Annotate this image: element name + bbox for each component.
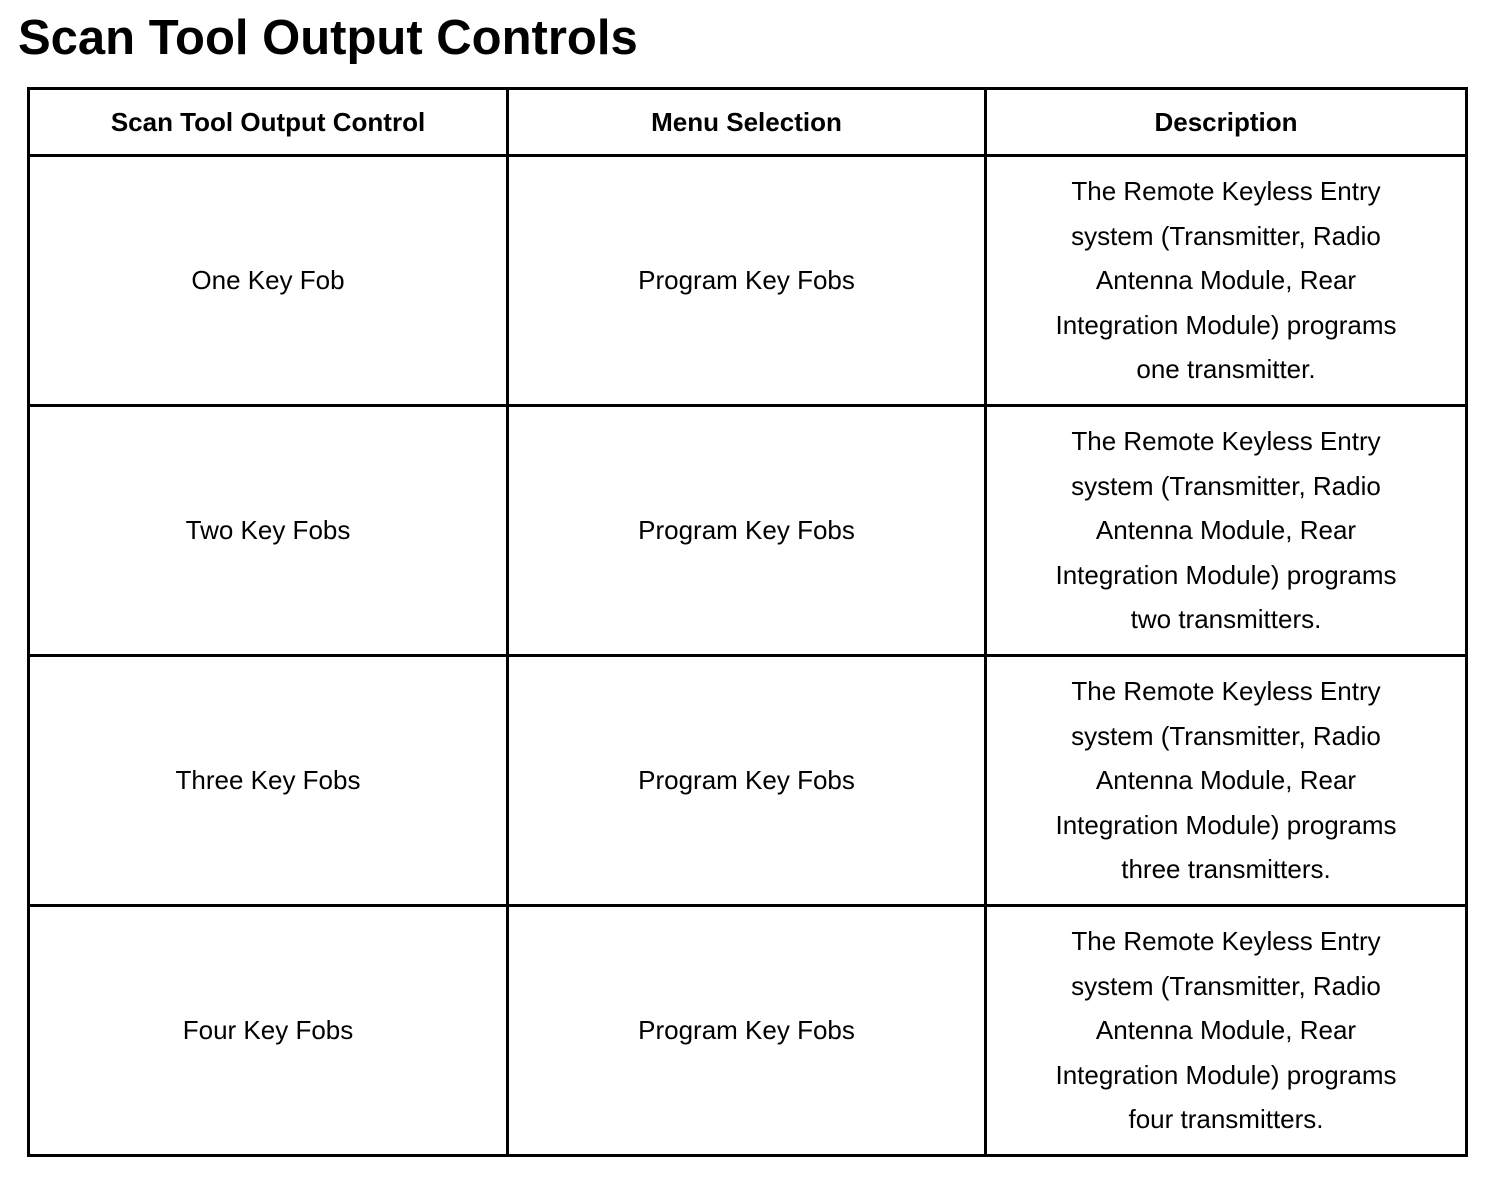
table-row <box>29 156 1467 406</box>
page-title: Scan Tool Output Controls <box>18 11 638 65</box>
table-row <box>29 906 1467 1156</box>
table-row <box>29 406 1467 656</box>
description-text: The Remote Keyless Entry system (Transmitter, Radio Antenna Module, Rear Integration Module) programs two transmitters. <box>1055 426 1397 635</box>
column-header-description: Description <box>986 89 1467 156</box>
output-control-cell: Two Key Fobs <box>29 406 508 656</box>
table-header-row <box>29 89 1467 156</box>
menu-selection-cell: Program Key Fobs <box>508 656 986 906</box>
description-cell <box>986 656 1467 906</box>
output-control-cell: Three Key Fobs <box>29 656 508 906</box>
column-header-output-control: Scan Tool Output Control <box>29 89 508 156</box>
description-text: The Remote Keyless Entry system (Transmitter, Radio Antenna Module, Rear Integration Module) programs three transmitters. <box>1055 676 1397 885</box>
output-controls-table <box>27 87 1468 1157</box>
description-text: The Remote Keyless Entry system (Transmitter, Radio Antenna Module, Rear Integration Module) programs four transmitters. <box>1055 926 1397 1135</box>
column-header-menu-selection: Menu Selection <box>508 89 986 156</box>
description-cell <box>986 906 1467 1156</box>
output-control-cell: Four Key Fobs <box>29 906 508 1156</box>
menu-selection-cell: Program Key Fobs <box>508 406 986 656</box>
description-text: The Remote Keyless Entry system (Transmitter, Radio Antenna Module, Rear Integration Module) programs one transmitter. <box>1055 176 1397 385</box>
table-row <box>29 656 1467 906</box>
description-cell <box>986 406 1467 656</box>
output-control-cell: One Key Fob <box>29 156 508 406</box>
menu-selection-cell: Program Key Fobs <box>508 156 986 406</box>
description-cell <box>986 156 1467 406</box>
menu-selection-cell: Program Key Fobs <box>508 906 986 1156</box>
